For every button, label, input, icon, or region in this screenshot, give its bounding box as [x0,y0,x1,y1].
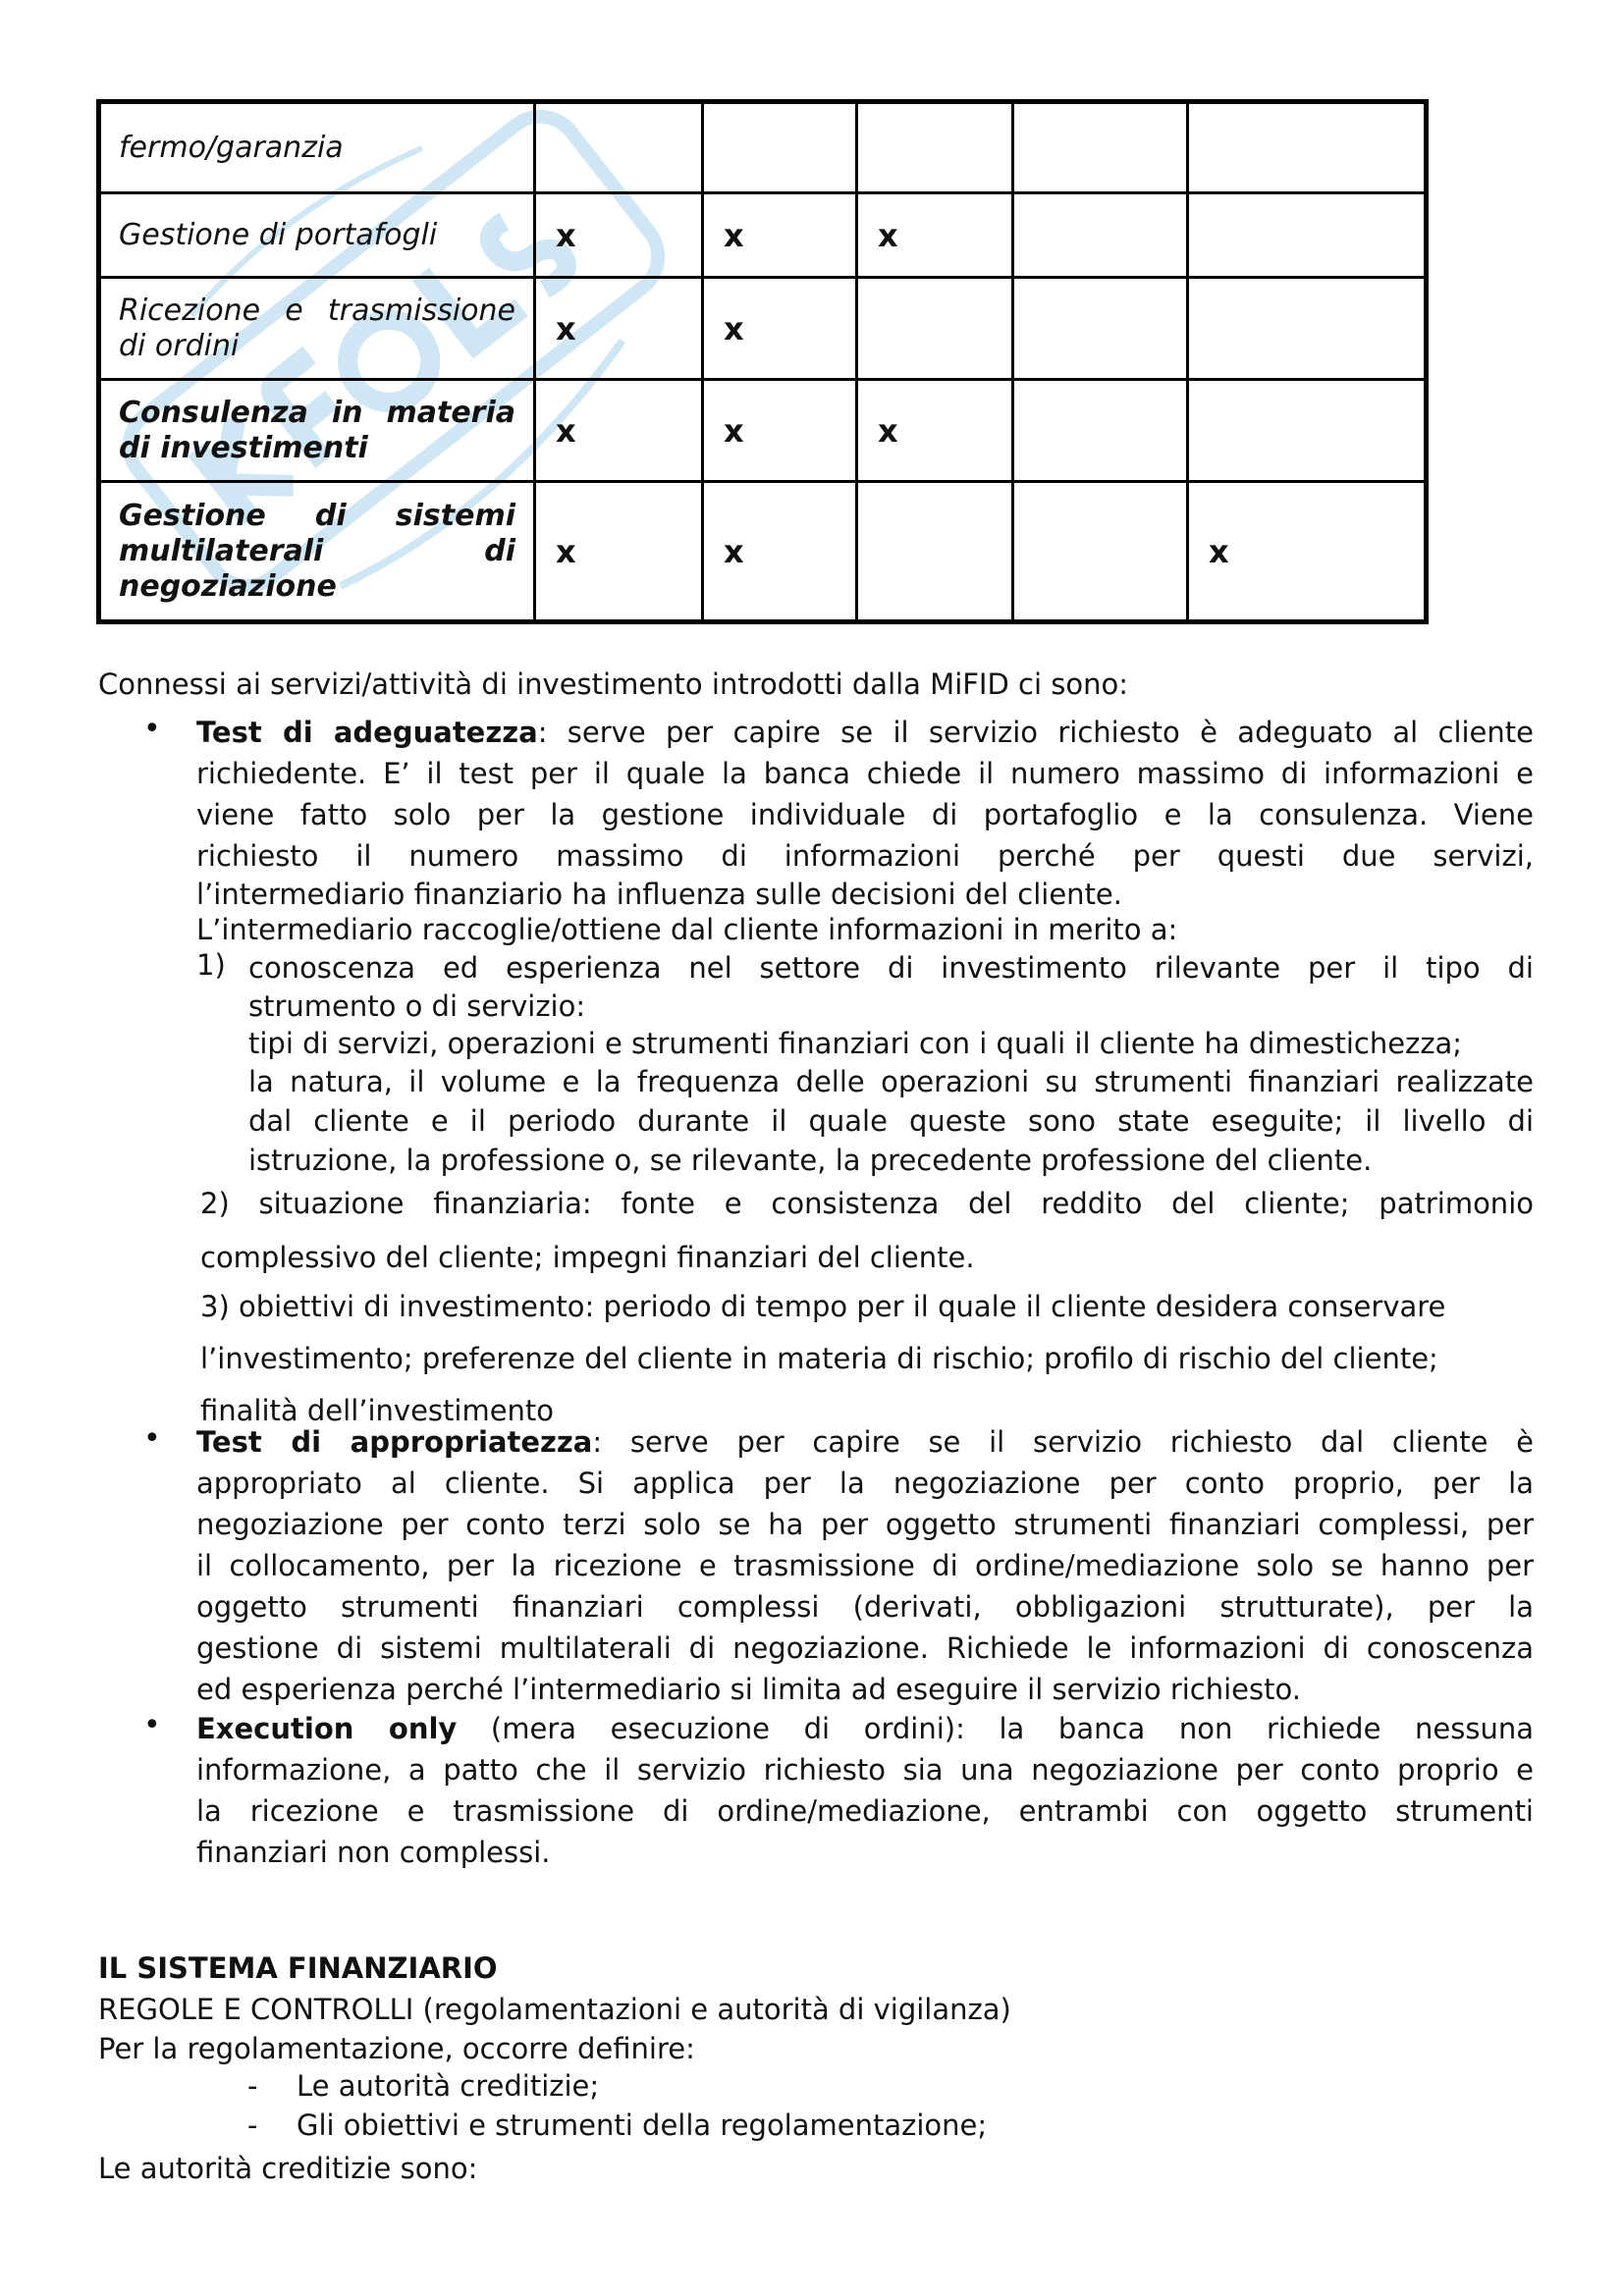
table-cell: x [535,482,703,622]
row-label [99,380,535,482]
table-cell: x [1188,482,1427,622]
list-line: la natura, il volume e la frequenza delle operazioni su strumenti finanziari realizzate [248,1065,1534,1098]
bullet-term: Test di appropriatezza [196,1425,593,1459]
services-table [96,99,1429,624]
bullet-line: richiedente. E’ il test per il quale la banca chiede il numero massimo di informazioni e [196,757,1534,790]
bullet-line [196,1708,1534,1749]
bullet-line: ed esperienza perché l’intermediario si limita ad eseguire il servizio richiesto. [196,1673,1301,1706]
section-subtitle: REGOLE E CONTROLLI (regolamentazioni e autorità di vigilanza) [98,1993,1011,2026]
table-cell [1188,380,1427,482]
section-title: IL SISTEMA FINANZIARIO [98,1951,498,1985]
intro-text: Connessi ai servizi/attività di investimento introdotti dalla MiFID ci sono: [98,667,1128,701]
table-cell: x [535,380,703,482]
row-label-line: Ricezione e trasmissione [119,293,515,328]
table-cell: x [703,482,857,622]
table-cell [1013,278,1188,380]
table-cell [1188,193,1427,278]
table-cell [535,102,703,193]
list-line: dal cliente e il periodo durante il quale queste sono state eseguite; il livello di [248,1104,1534,1138]
row-label-line: negoziazione [119,568,337,604]
bullet-line: la ricezione e trasmissione di ordine/mediazione, entrambi con oggetto strumenti [196,1794,1534,1828]
table-cell: x [703,380,857,482]
table-cell [857,278,1013,380]
list-line: strumento o di servizio: [248,989,586,1023]
table-row [99,102,1427,193]
table-row [99,482,1427,622]
table-cell: x [535,278,703,380]
list-line: complessivo del cliente; impegni finanziari del cliente. [200,1241,975,1274]
table-cell [857,102,1013,193]
list-line: conoscenza ed esperienza nel settore di investimento rilevante per il tipo di [248,951,1534,985]
row-label-line: Consulenza in materia [119,395,515,430]
bullet-text: (mera esecuzione di ordini): la banca non richiede nessuna [457,1712,1535,1745]
table-cell [1013,102,1188,193]
bullet-line: L’intermediario raccoglie/ottiene dal cliente informazioni in merito a: [196,913,1178,946]
list-item: Le autorità creditizie; [297,2069,600,2103]
bullet-line: richiesto il numero massimo di informazioni perché per questi due servizi, [196,839,1534,873]
bullet-icon: • [143,1708,161,1742]
row-label [99,482,535,622]
table-cell: x [535,193,703,278]
list-line: 3) obiettivi di investimento: periodo di tempo per il quale il cliente desidera conservare [200,1290,1446,1323]
row-label-line: di investimenti [119,430,368,465]
table-cell [703,102,857,193]
dash-marker: - [247,2069,258,2103]
row-label [99,102,535,193]
table-cell: x [703,278,857,380]
row-label [99,193,535,278]
bullet-line: negoziazione per conto terzi solo se ha per oggetto strumenti finanziari complessi, per [196,1508,1534,1541]
list-item: Gli obiettivi e strumenti della regolamentazione; [297,2109,988,2142]
bullet-line [196,1421,1534,1463]
table-row [99,193,1427,278]
bullet-text: : serve per capire se il servizio richiesto è adeguato al cliente [537,716,1534,749]
list-number: 1) [196,948,226,982]
bullet-line: appropriato al cliente. Si applica per la negoziazione per conto proprio, per la [196,1467,1534,1500]
table-cell [857,482,1013,622]
table-cell [1013,193,1188,278]
bullet-line: l’intermediario finanziario ha influenza sulle decisioni del cliente. [196,878,1122,911]
row-label-line: Gestione di sistemi [119,498,515,533]
list-line: tipi di servizi, operazioni e strumenti finanziari con i quali il cliente ha dimestichezza; [248,1027,1463,1060]
bullet-line [196,712,1534,753]
table-cell: x [857,380,1013,482]
table-cell [1013,482,1188,622]
list-line: 2) situazione finanziaria: fonte e consistenza del reddito del cliente; patrimonio [200,1187,1534,1220]
list-item-1 [248,948,1534,1180]
bullet-test-appropriatezza [196,1421,1534,1710]
bullet-icon: • [143,712,161,746]
bullet-text: : serve per capire se il servizio richiesto dal cliente è [592,1425,1534,1459]
row-label-line: multilaterali di [119,533,515,568]
table-row [99,278,1427,380]
table-cell [1188,102,1427,193]
bullet-line: gestione di sistemi multilaterali di negoziazione. Richiede le informazioni di conoscenza [196,1631,1534,1665]
row-label-line: fermo/garanzia [119,130,344,165]
table-cell: x [703,193,857,278]
row-label [99,278,535,380]
bullet-line: finanziari non complessi. [196,1836,551,1869]
bullet-line: viene fatto solo per la gestione individuale di portafoglio e la consulenza. Viene [196,798,1534,831]
table-cell: x [857,193,1013,278]
table-row [99,380,1427,482]
closing-text: Le autorità creditizie sono: [98,2152,478,2185]
list-line: finalità dell’investimento [200,1394,555,1427]
bullet-execution-only [196,1708,1534,1873]
list-item-3 [200,1281,1534,1437]
list-line: l’investimento; preferenze del cliente in materia di rischio; profilo di rischio del cliente; [200,1342,1438,1375]
table-cell [1188,278,1427,380]
row-label-line: Gestione di portafogli [119,217,438,252]
bullet-term: Test di adeguatezza [196,716,538,749]
bullet-line: il collocamento, per la ricezione e trasmissione di ordine/mediazione solo se hanno per [196,1549,1534,1582]
list-item-2 [200,1177,1534,1285]
list-line: istruzione, la professione o, se rilevante, la precedente professione del cliente. [248,1144,1373,1177]
bullet-icon: • [143,1421,161,1456]
regulation-intro: Per la regolamentazione, occorre definire: [98,2032,695,2065]
bullet-line: oggetto strumenti finanziari complessi (derivati, obbligazioni strutturate), per la [196,1590,1534,1624]
bullet-line: informazione, a patto che il servizio richiesto sia una negoziazione per conto proprio e [196,1753,1534,1787]
row-label-line: di ordini [119,328,240,363]
table-cell [1013,380,1188,482]
bullet-test-adeguatezza [196,712,1534,947]
dash-marker: - [247,2109,258,2142]
bullet-term: Execution only [196,1712,458,1745]
